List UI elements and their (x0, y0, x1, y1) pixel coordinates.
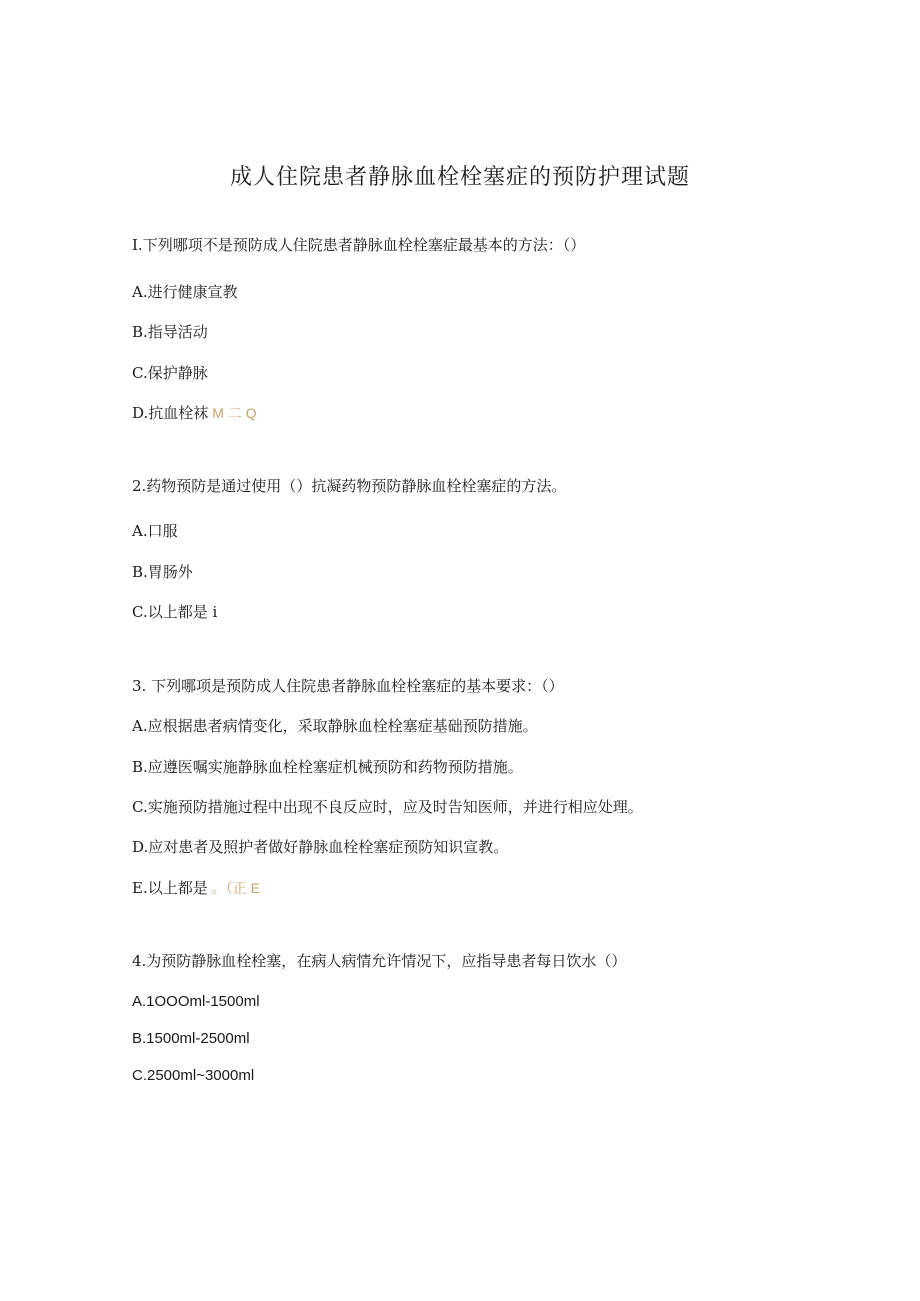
question-2-option-b: B.胃肠外 (132, 563, 193, 581)
question-4-stem: 4.为预防静脉血栓栓塞，在病人病情允许情况下，应指导患者每日饮水（） (132, 952, 627, 970)
question-1-option-d: D.抗血栓袜 (132, 404, 209, 422)
question-3-option-b: B.应遵医嘱实施静脉血栓栓塞症机械预防和药物预防措施。 (132, 758, 523, 776)
question-3-option-e: E.以上都是 (132, 879, 208, 897)
question-2-option-a: A.口服 (132, 522, 178, 540)
question-3-answer-mark: 。（正 E (211, 880, 260, 896)
question-4-option-a: A.1OOOml-1500ml (132, 993, 260, 1010)
question-3-option-a: A.应根据患者病情变化，采取静脉血栓栓塞症基础预防措施。 (132, 717, 538, 735)
question-3-option-e-row (132, 877, 260, 898)
question-4-option-b: B.1500ml-2500ml (132, 1030, 250, 1047)
question-2-stem: 2.药物预防是通过使用（）抗凝药物预防静脉血栓栓塞症的方法。 (132, 477, 567, 495)
question-1-answer-mark: M 二 Q (212, 405, 257, 421)
question-3-stem: 3. 下列哪项是预防成人住院患者静脉血栓栓塞症的基本要求：（） (132, 677, 564, 695)
question-4-option-c: C.2500ml~3000ml (132, 1067, 255, 1084)
question-1-option-c: C.保护静脉 (132, 364, 208, 382)
question-1-option-d-row (132, 402, 257, 423)
question-2-option-c: C.以上都是 i (132, 603, 218, 621)
question-3-option-d: D.应对患者及照护者做好静脉血栓栓塞症预防知识宣教。 (132, 838, 509, 856)
question-1-option-a: A.进行健康宣教 (132, 283, 238, 301)
question-1-stem: I.下列哪项不是预防成人住院患者静脉血栓栓塞症最基本的方法：（） (132, 236, 586, 254)
question-1-option-b: B.指导活动 (132, 323, 208, 341)
page-title: 成人住院患者静脉血栓栓塞症的预防护理试题 (229, 165, 690, 190)
question-3-option-c: C.实施预防措施过程中出现不良反应时，应及时告知医师，并进行相应处理。 (132, 798, 643, 816)
